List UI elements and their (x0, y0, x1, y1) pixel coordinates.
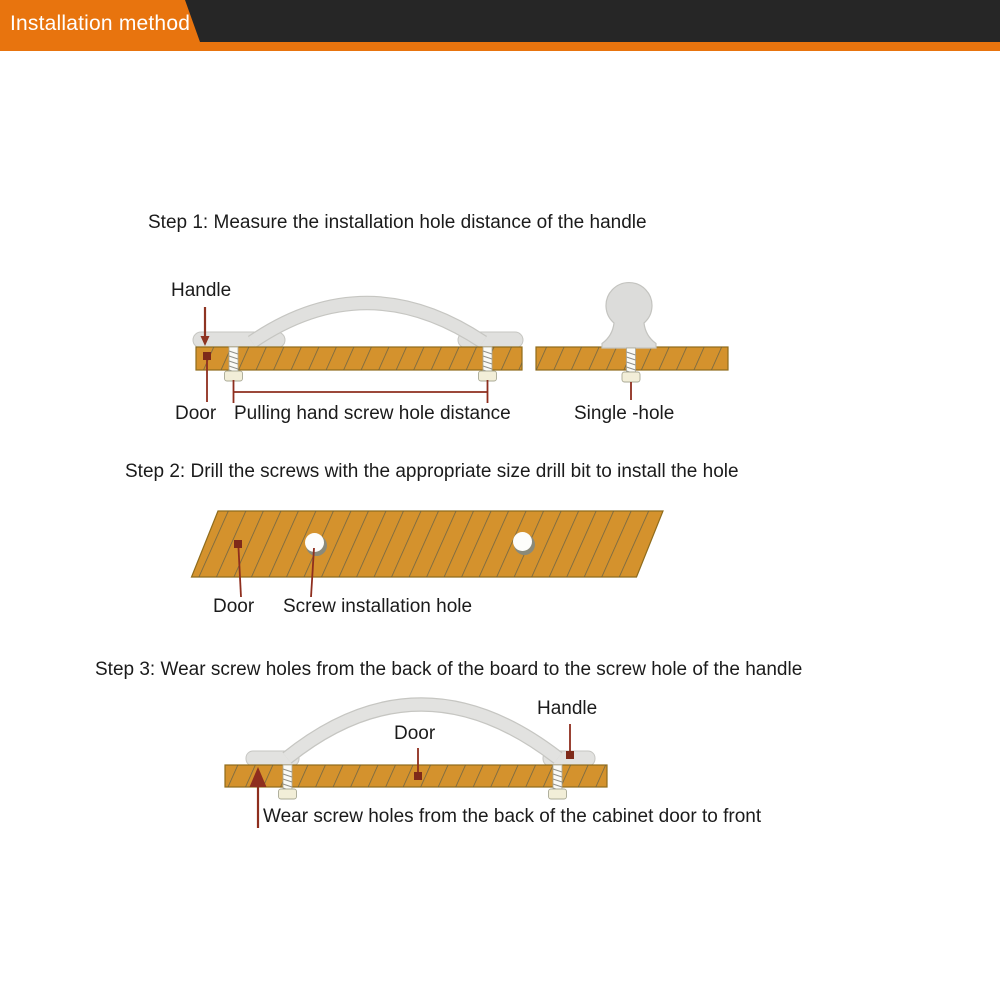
step1-door-label: Door (175, 403, 217, 424)
step1-diagram (193, 283, 728, 403)
step3-handle-label: Handle (537, 698, 598, 719)
step1-heading: Step 1: Measure the installation hole distance of the handle (148, 212, 647, 233)
step3-door-label: Door (394, 723, 436, 744)
dimension-line (234, 380, 488, 403)
step2-door-label: Door (213, 596, 255, 617)
step1-single-hole-label: Single -hole (574, 403, 675, 424)
step3-heading: Step 3: Wear screw holes from the back of the board to the screw hole of the handle (95, 659, 803, 680)
step1-distance-label: Pulling hand screw hole distance (234, 403, 511, 424)
door-board (192, 511, 664, 577)
handle-pointer-line (566, 724, 574, 759)
door-pointer-line (414, 748, 422, 780)
door-board (196, 347, 522, 370)
step1-handle-label: Handle (171, 280, 232, 301)
page-title: Installation method (10, 12, 191, 35)
step2-diagram (192, 511, 664, 597)
step2-heading: Step 2: Drill the screws with the appropriate size drill bit to install the hole (125, 461, 739, 482)
knob (602, 283, 656, 348)
door-pointer-line (203, 352, 211, 402)
handle-arch (252, 303, 483, 342)
step2-screw-hole-label: Screw installation hole (283, 596, 473, 617)
step3-caption: Wear screw holes from the back of the cabinet door to front (263, 806, 762, 827)
